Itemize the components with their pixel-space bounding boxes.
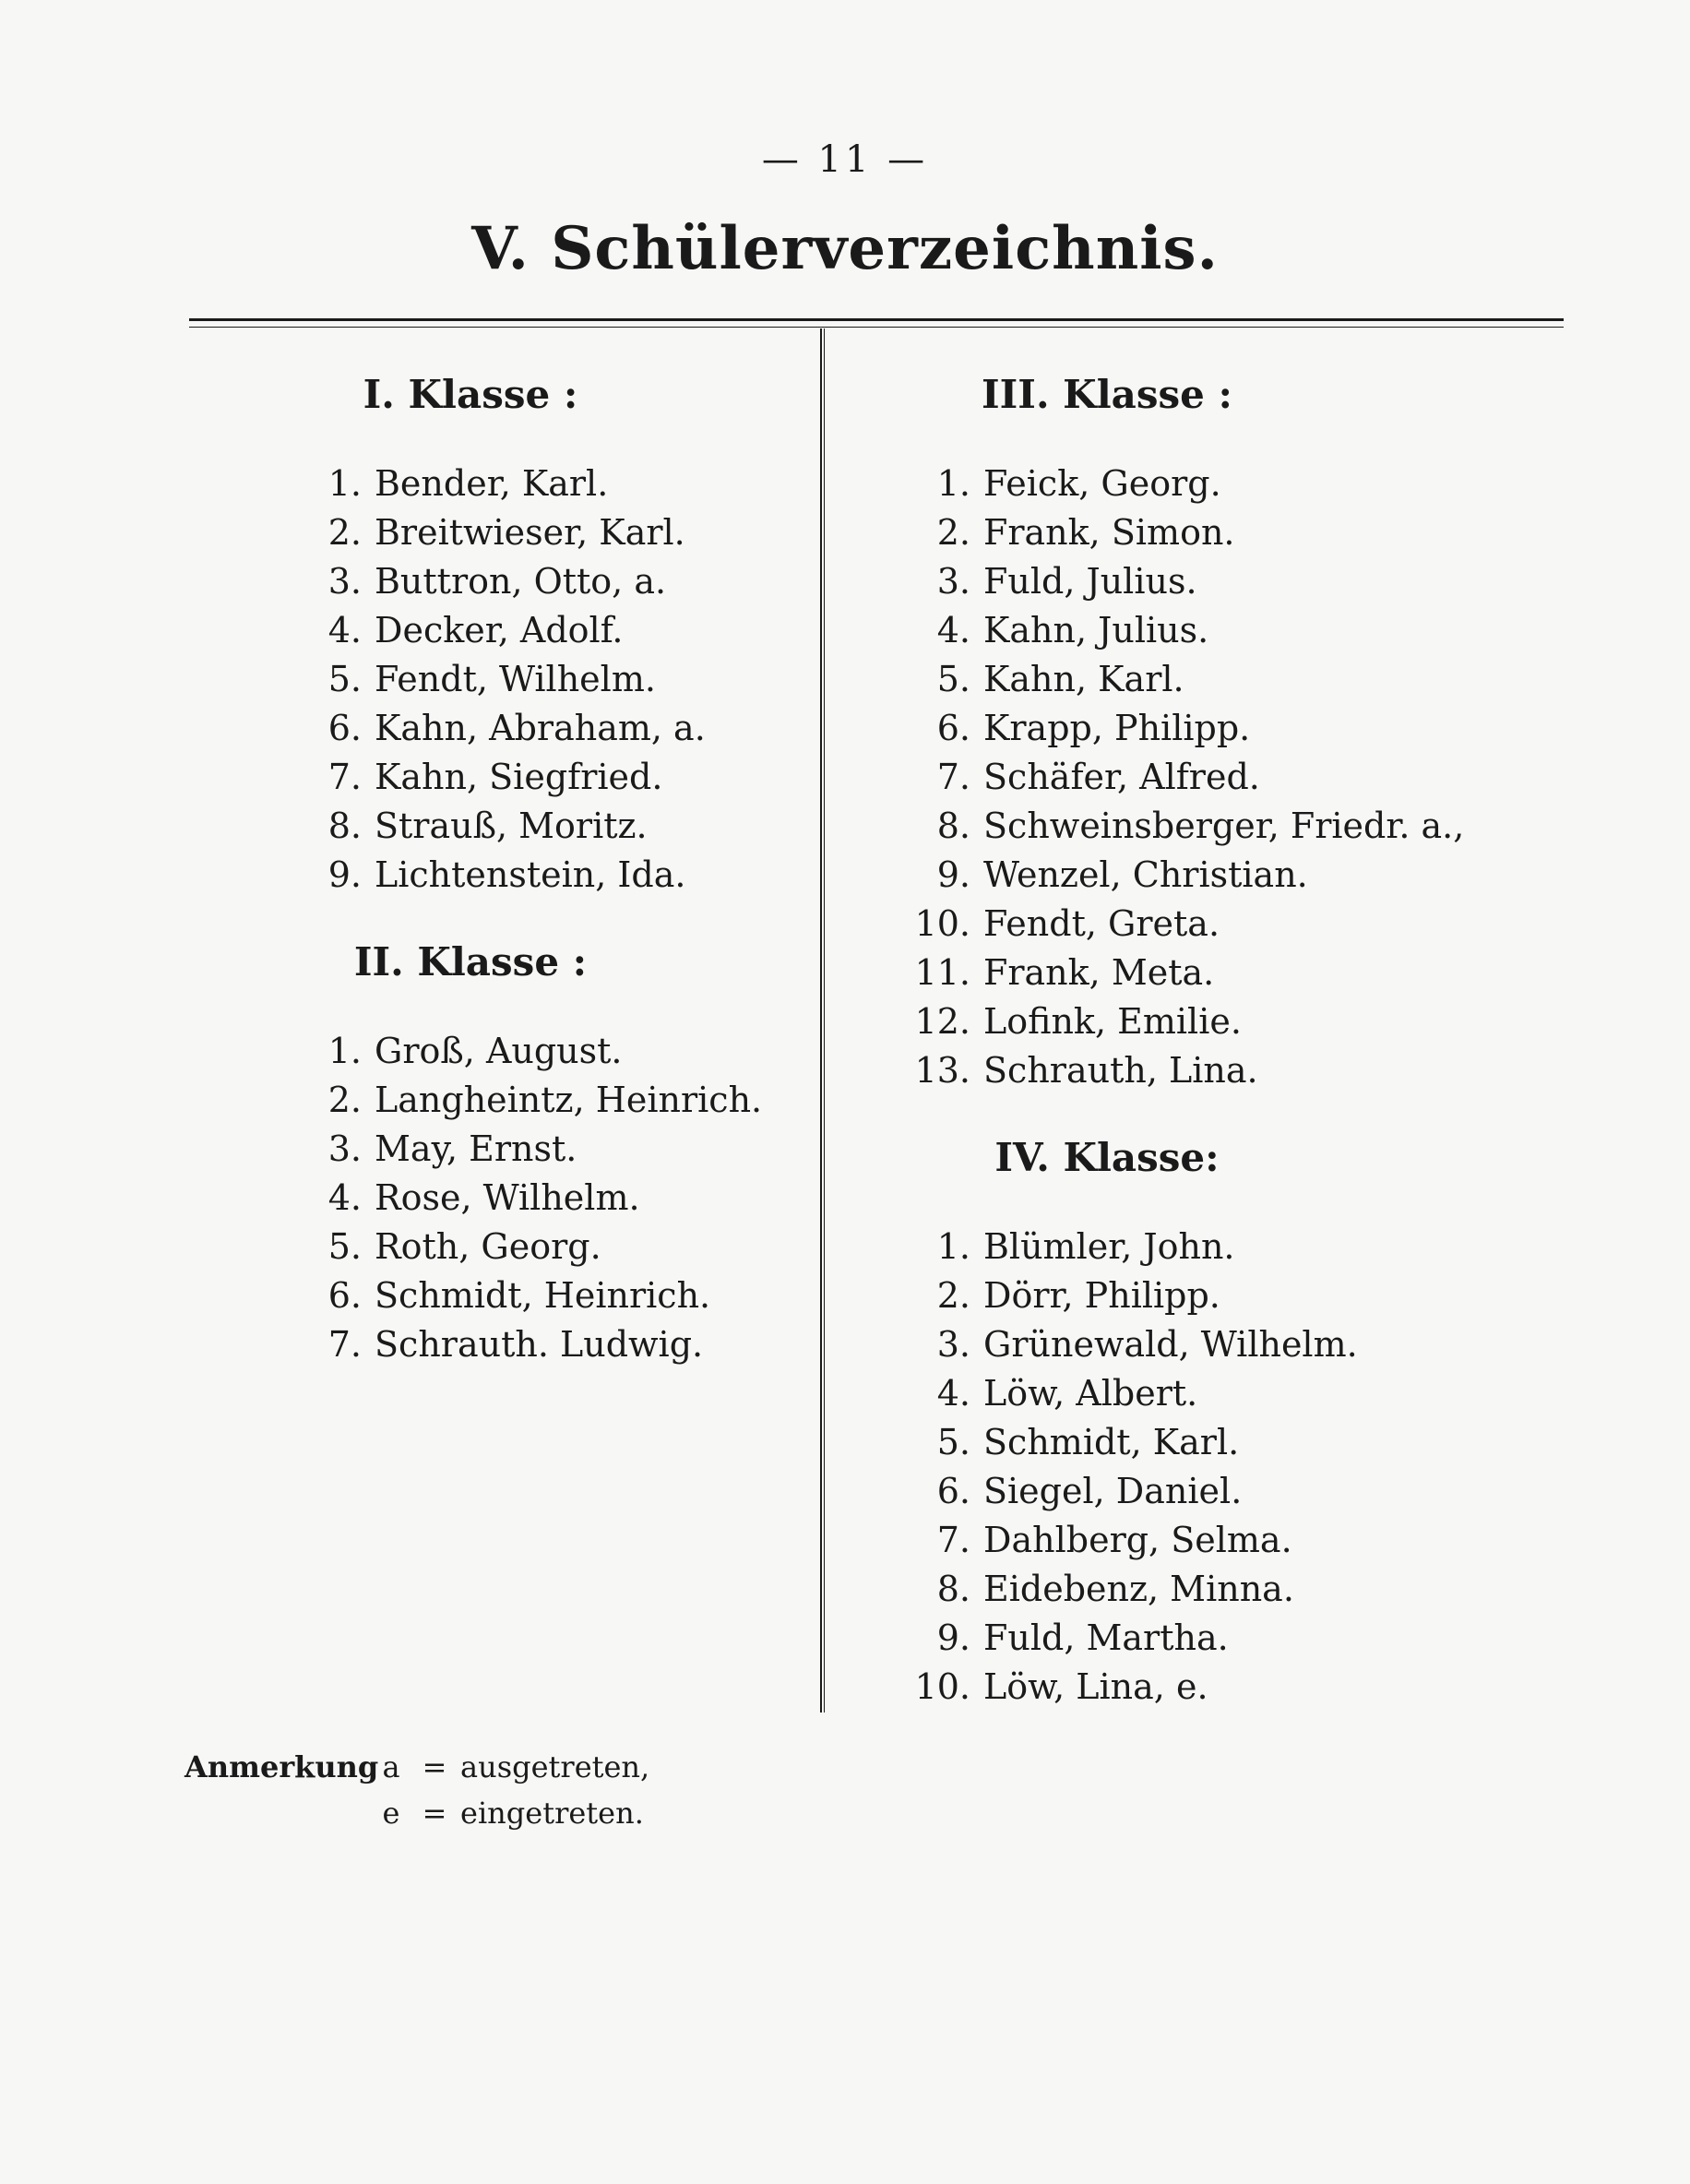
list-item: 3. Buttron, Otto, a. [327,561,667,602]
list-item: 4. Rose, Wilhelm. [327,1177,640,1218]
list-item: 4. Kahn, Julius. [936,610,1209,650]
header-rule-thin [189,327,1564,328]
list-item: 13. Schrauth, Lina. [914,1050,1258,1091]
list-item: 2. Dörr, Philipp. [936,1275,1220,1316]
class-heading-1: I. Klasse : [363,372,578,417]
right-column [867,367,1513,1712]
list-item: 8. Schweinsberger, Friedr. a., [936,806,1465,846]
list-item: 3. Grünewald, Wilhelm. [936,1324,1358,1365]
page-number: — 11 — [761,138,929,181]
list-item: 10. Löw, Lina, e. [914,1666,1208,1707]
list-item: 1. Blümler, John. [936,1226,1235,1267]
class-heading-4: IV. Klasse: [994,1135,1220,1180]
list-item: 9. Fuld, Martha. [936,1617,1229,1658]
list-item: 1. Bender, Karl. [327,463,609,504]
footnote-label: Anmerkung [184,1749,379,1784]
class-heading-3: III. Klasse : [982,372,1232,417]
footnote [184,1744,649,1836]
header-rule [189,318,1564,321]
list-item: 1. Groß, August. [327,1031,623,1071]
list-item: 10. Fendt, Greta. [914,903,1220,944]
student-list-class-4 [867,1223,1513,1712]
list-item: 9. Lichtenstein, Ida. [327,854,686,895]
list-item: 4. Decker, Adolf. [327,610,624,650]
list-item: 7. Kahn, Siegfried. [327,757,663,797]
left-column [277,367,922,1369]
list-item: 2. Frank, Simon. [936,512,1235,553]
class-heading-2: II. Klasse : [353,939,588,985]
list-item: 4. Löw, Albert. [936,1373,1198,1414]
list-item: 6. Siegel, Daniel. [936,1471,1243,1511]
list-item: 8. Eidebenz, Minna. [936,1569,1294,1609]
student-list-class-3 [867,459,1513,1095]
list-item: 5. Schmidt, Karl. [936,1422,1240,1462]
list-item: 5. Kahn, Karl. [936,659,1184,699]
list-item: 1. Feick, Georg. [936,463,1221,504]
list-item: 7. Dahlberg, Selma. [936,1520,1292,1560]
list-item: 5. Roth, Georg. [327,1226,601,1267]
list-item: 7. Schrauth. Ludwig. [327,1324,704,1365]
footnote-row-a: Anmerkung a = ausgetreten, [184,1744,649,1790]
list-item: 11. Frank, Meta. [914,952,1215,993]
list-item: 6. Krapp, Philipp. [936,708,1251,748]
list-item: 3. Fuld, Julius. [936,561,1197,602]
student-list-class-1 [277,459,922,900]
list-item: 6. Schmidt, Heinrich. [327,1275,711,1316]
list-item: 9. Wenzel, Christian. [936,854,1308,895]
footnote-row-e: e = eingetreten. [382,1796,644,1831]
list-item: 2. Breitwieser, Karl. [327,512,685,553]
list-item: 8. Strauß, Moritz. [327,806,648,846]
list-item: 5. Fendt, Wilhelm. [327,659,656,699]
list-item: 2. Langheintz, Heinrich. [327,1080,763,1120]
list-item: 7. Schäfer, Alfred. [936,757,1260,797]
list-item: 3. May, Ernst. [327,1128,577,1169]
list-item: 6. Kahn, Abraham, a. [327,708,706,748]
student-list-class-2 [277,1027,922,1369]
list-item: 12. Lofink, Emilie. [914,1001,1242,1042]
section-title: V. Schülerverzeichnis. [471,214,1219,283]
